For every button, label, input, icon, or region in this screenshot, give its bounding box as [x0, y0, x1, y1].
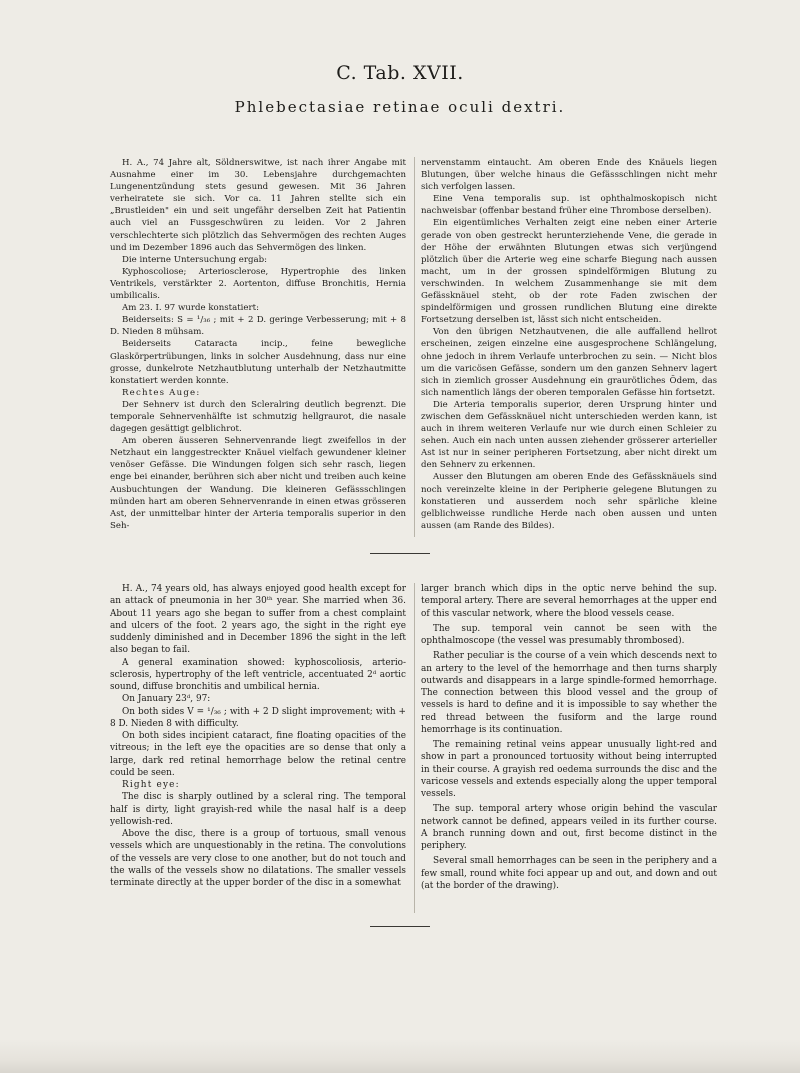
paragraph: Beiderseits Cataracta incip., feine bewegliche Glaskörpertrübungen, links in solcher Ausdehnung, dass nur eine grosse, dunkelrote Netzhautblutung unterhalb der Netzhautmitte konstatiert werden konnte. — [110, 339, 406, 386]
section-heading: Rechtes Auge: — [122, 387, 201, 398]
german-left-column — [110, 157, 406, 532]
paragraph: Kyphoscoliose; Arteriosclerose, Hypertrophie des linken Ventrikels, verstärkter 2. Aortenton, diffuse Bronchitis, Hernia umbilicalis. — [110, 266, 406, 302]
paragraph: Ein eigentümliches Verhalten zeigt eine neben einer Arterie gerade von oben gestreckt herunterziehende Vene, die gerade in der Höhe der erwähnten Blutungen etwas sich verjüngend plötzlich über die Arterie weg eine scharfe Biegung nach aussen macht, um in der grossen spindelförmigen Blutung zu verschwinden. In welchem Zusammenhange sie mit dem Gefässknäuel steht, ob der rote Faden zwischen der spindelförmigen und grossen rundlichen Blutung eine direkte Fortsetzung derselben ist, lässt sich nicht entscheiden. — [421, 218, 717, 326]
paragraph: The remaining retinal veins appear unusually light-red and show in part a pronounced tortuosity without being interrupted in their course. A grayish red oedema surrounds the disc and the varicose vessels and extends especially along the upper temporal vessels. — [421, 740, 717, 799]
german-section — [110, 157, 767, 537]
paragraph: nervenstamm eintaucht. Am oberen Ende des Knäuels liegen Blutungen, über welche hinaus die Gefässschlingen nicht mehr sich verfolgen lassen. — [421, 158, 717, 193]
german-right-column — [421, 157, 717, 532]
paragraph: Eine Vena temporalis sup. ist ophthalmoskopisch nicht nachweisbar (offenbar bestand früher eine Thrombose derselben). — [421, 194, 717, 217]
paragraph: On both sides V = ¹/₃₆ ; with + 2 D slight improvement; with + 8 D. Nieden 8 with difficulty. — [110, 706, 406, 729]
paragraph: larger branch which dips in the optic nerve behind the sup. temporal artery. There are several hemorrhages at the upper end of this vascular network, where the blood vessels cease. — [421, 584, 717, 619]
paragraph: Rather peculiar is the course of a vein which descends next to an artery to the level of the hemorrhage and then turns sharply outwards and disappears in a large spindle-formed hemorrhage. The connection between this blood vessel and the group of vessels is hard to define and it is impossible to say whether the red thread between the fusiform and the large round hemorrhage is its continuation. — [421, 651, 717, 735]
paragraph: Ausser den Blutungen am oberen Ende des Gefässknäuels sind noch vereinzelte kleine in der Peripherie gelegene Blutungen zu konstatieren und ausserdem noch sehr spärliche kleine gelblichweisse rundliche Herde nach oben aussen und unten aussen (am Rande des Bildes). — [421, 472, 717, 531]
paragraph: Am 23. I. 97 wurde konstatiert: — [122, 303, 259, 314]
plate-title: C. Tab. XVII. — [336, 62, 464, 84]
section-separator — [370, 553, 430, 554]
paragraph: Am oberen äusseren Sehnervenrande liegt zweifellos in der Netzhaut ein langgestreckter Knäuel vielfach gewundener kleiner venöser Gefässe. Die Windungen folgen sich sehr rasch, liegen enge bei einander, berühren sich aber nicht und treiben auch keine Ausbuchtungen der Wandung. Die kleineren Gefässschlingen münden hart am oberen Sehnervenrande in einen etwas grösseren Ast, der unmittelbar hinter der Arteria temporalis superior in den Seh- — [110, 436, 406, 531]
english-section — [110, 583, 767, 923]
paragraph: Von den übrigen Netzhautvenen, die alle auffallend hellrot erscheinen, zeigen einzelne eine ausgesprochene Schlängelung, ohne jedoch in ihrem Verlaufe unterbrochen zu sein. — Nicht blos um die varicösen Gefässe, sondern um den ganzen Sehnerv lagert sich in ziemlich grosser Ausdehnung ein graurötliches Ödem, das sich namentlich längs der oberen temporalen Gefässe hin fortsetzt. — [421, 327, 717, 398]
english-left-column — [110, 583, 406, 889]
english-right-column — [421, 583, 717, 892]
paragraph: Die Arteria temporalis superior, deren Ursprung hinter und zwischen dem Gefässknäuel nicht unterschieden werden kann, ist auch in ihrem weiteren Verlaufe nur wie durch einen Schleier zu sehen. Auch ein nach unten aussen ziehender grösserer arterieller Ast ist nur in seiner peripheren Fortsetzung, aber nicht direkt um den Sehnerv zu erkennen. — [421, 399, 717, 471]
plate-subtitle: Phlebectasiae retinae oculi dextri. — [234, 98, 566, 116]
paragraph: Der Sehnerv ist durch den Scleralring deutlich begrenzt. Die temporale Sehnervenhälfte ist schmutzig hellgraurot, die nasale dagegen gesättigt gelblichrot. — [110, 399, 406, 435]
section-separator — [370, 926, 430, 927]
paragraph: On both sides incipient cataract, fine floating opacities of the vitreous; in the left eye the opacities are so dense that only a large, dark red retinal hemorrhage below the retinal centre could be seen. — [110, 731, 406, 778]
page-bottom-edge — [0, 1039, 800, 1073]
paragraph: A general examination showed: kyphoscoliosis, arterio-sclerosis, hypertrophy of the left ventricle, accentuated 2ᵈ aortic sound, diffuse bronchitis and umbilical hernia. — [110, 657, 406, 692]
paragraph: The disc is sharply outlined by a scleral ring. The temporal half is dirty, light grayish-red while the nasal half is a deep yellowish-red. — [110, 792, 406, 827]
paragraph: Beiderseits: S = ¹/₃₆ ; mit + 2 D. geringe Verbesserung; mit + 8 D. Nieden 8 mühsam. — [110, 315, 406, 338]
paragraph: The sup. temporal vein cannot be seen with the ophthalmoscope (the vessel was presumably thrombosed). — [421, 623, 717, 646]
column-divider — [414, 583, 415, 913]
paragraph: Several small hemorrhages can be seen in the periphery and a few small, round white foci appear up and out, and down and out (at the border of the drawing). — [421, 856, 717, 891]
paragraph: Die interne Untersuchung ergab: — [122, 254, 267, 265]
paragraph: The sup. temporal artery whose origin behind the vascular network cannot be defined, appears veiled in its further course. A branch running down and out, first become distinct in the periphery. — [421, 804, 717, 851]
column-divider — [414, 157, 415, 537]
paragraph: On January 23ᵈ, 97: — [122, 694, 211, 705]
paragraph: H. A., 74 years old, has always enjoyed good health except for an attack of pneumonia in her 30ᵗʰ year. She married when 36. About 11 years ago she began to suffer from a chest complaint and ulcers of the foot. 2 years ago, the sight in the right eye suddenly diminished and in December 1896 the sight in the left also began to fail. — [110, 584, 406, 656]
paragraph: Above the disc, there is a group of tortuous, small venous vessels which are unquestionably in the retina. The convolutions of the vessels are very close to one another, but do not touch and the walls of the vessels show no dilatations. The smaller vessels terminate directly at the upper border of the disc in a somewhat — [110, 829, 406, 888]
section-heading: Right eye: — [122, 780, 180, 790]
paragraph: H. A., 74 Jahre alt, Söldnerswitwe, ist nach ihrer Angabe mit Ausnahme einer im 30. Lebensjahre durchgemachten Lungenentzündung stets gesund gewesen. Mit 36 Jahren verheiratete sie sich. Vor ca. 11 Jahren stellte sich ein „Brustleiden" ein und seit ungefähr derselben Zeit hat Patientin auch viel an Fussgeschwüren zu leiden. Vor 2 Jahren verschlechterte sich plötzlich das Sehvermögen des rechten Auges und im Dezember 1896 auch das Sehvermögen des linken. — [110, 158, 406, 253]
